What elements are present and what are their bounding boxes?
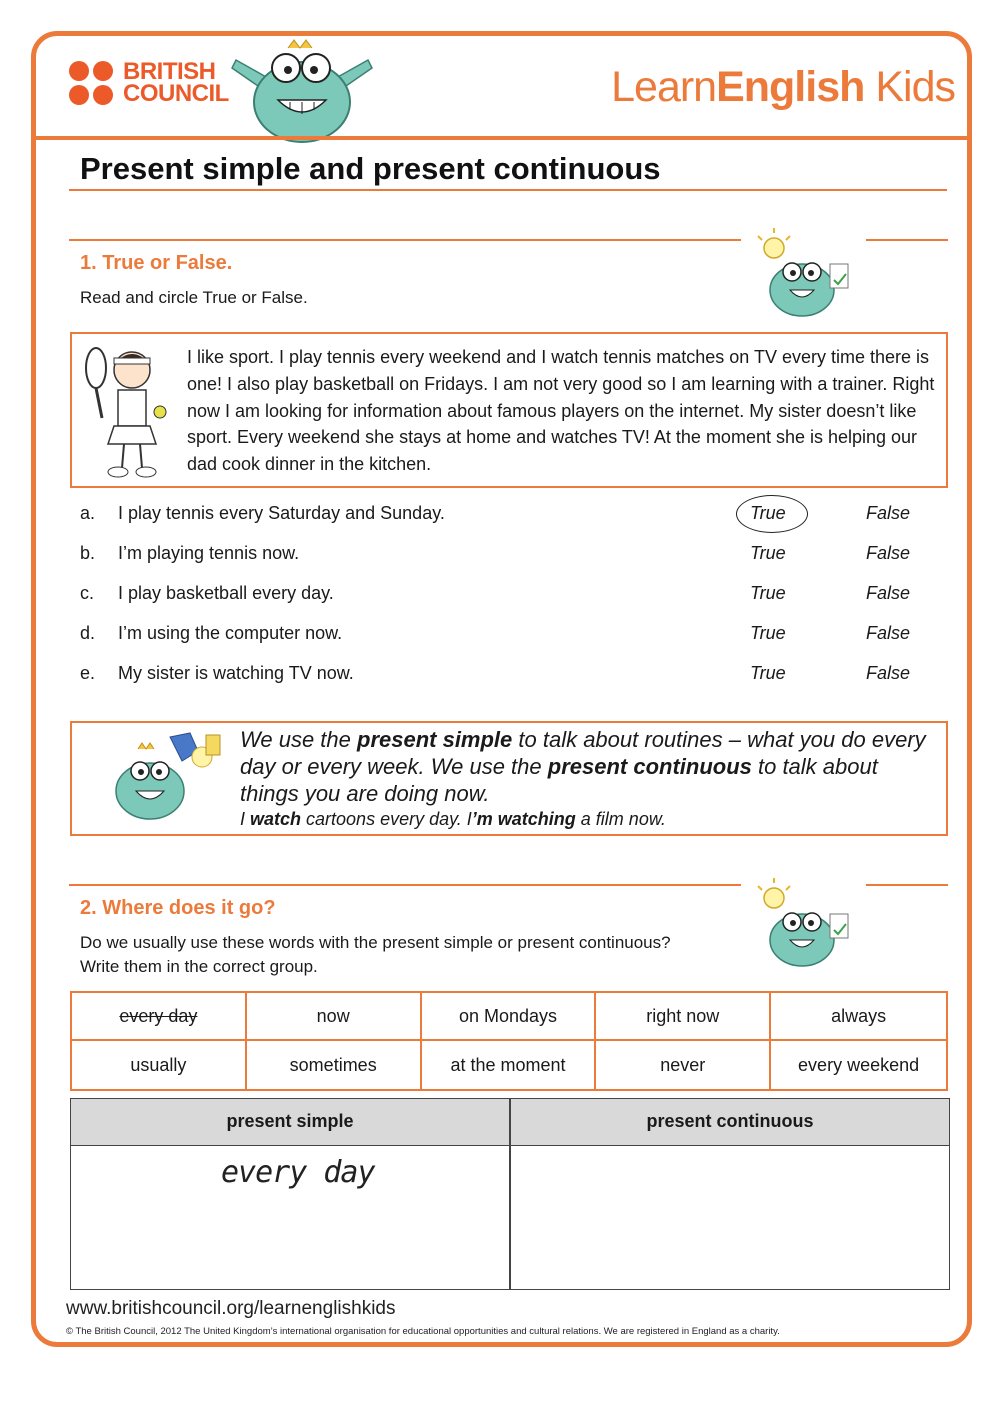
tf-letter: b. bbox=[80, 543, 96, 563]
true-option[interactable]: True bbox=[750, 623, 786, 643]
learnenglish-kids-logo bbox=[611, 63, 955, 112]
answer-table bbox=[70, 1098, 950, 1290]
false-option[interactable]: False bbox=[866, 623, 911, 643]
tf-statement: I’m using the computer now. bbox=[118, 623, 343, 643]
idea-monster-icon bbox=[746, 874, 858, 970]
tf-item bbox=[80, 619, 920, 649]
logo-english: English bbox=[716, 63, 865, 111]
false-option[interactable]: False bbox=[866, 663, 911, 683]
british-council-line1: BRITISH bbox=[123, 58, 216, 85]
section1-heading: 1. True or False. bbox=[80, 252, 233, 274]
example-part: I bbox=[240, 809, 251, 829]
word-cell[interactable]: now bbox=[247, 993, 422, 1041]
present-simple-answer-area[interactable] bbox=[71, 1147, 509, 1289]
false-option[interactable]: False bbox=[866, 503, 911, 523]
tf-statement: I’m playing tennis now. bbox=[118, 543, 300, 563]
worksheet-frame bbox=[31, 31, 972, 1347]
section2-instruction-line1: Do we usually use these words with the present simple or present continuous? bbox=[80, 933, 671, 952]
british-council-dots-icon bbox=[69, 61, 113, 105]
header-present-continuous: present continuous bbox=[646, 1111, 814, 1131]
website-link[interactable]: www.britishcouncil.org/learnenglishkids bbox=[66, 1298, 396, 1319]
example-part: a film now. bbox=[575, 809, 666, 829]
word-cell[interactable]: sometimes bbox=[247, 1041, 422, 1089]
teacher-monster-icon bbox=[106, 731, 226, 823]
page-title: Present simple and present continuous bbox=[80, 151, 661, 186]
rule-text-part: to talk about things you are doing now. bbox=[240, 754, 878, 806]
word-cell[interactable]: usually bbox=[72, 1041, 247, 1089]
word-cell[interactable]: at the moment bbox=[422, 1041, 597, 1089]
word-cell[interactable]: on Mondays bbox=[422, 993, 597, 1041]
tf-statement: I play basketball every day. bbox=[118, 583, 334, 603]
reading-text-box bbox=[70, 332, 948, 488]
section2-rule bbox=[69, 884, 741, 886]
grammar-rule-text bbox=[240, 726, 940, 807]
true-option[interactable]: True bbox=[750, 583, 786, 603]
word-cell[interactable]: always bbox=[771, 993, 946, 1041]
false-option[interactable]: False bbox=[866, 543, 911, 563]
tf-statement: I play tennis every Saturday and Sunday. bbox=[118, 503, 445, 523]
true-option[interactable]: True bbox=[750, 663, 786, 683]
section2-instruction-line2: Write them in the correct group. bbox=[80, 957, 318, 976]
tf-letter: d. bbox=[80, 623, 96, 643]
tf-item bbox=[80, 659, 920, 689]
header-present-simple: present simple bbox=[226, 1111, 354, 1131]
word-bank bbox=[70, 991, 948, 1091]
monster-mascot-icon bbox=[228, 38, 376, 146]
logo-kids: Kids bbox=[875, 63, 955, 111]
rule-bold-present-continuous: present continuous bbox=[547, 754, 752, 779]
section2-rule-right bbox=[866, 884, 948, 886]
word-crossed-out: every day bbox=[119, 1005, 198, 1026]
tf-letter: e. bbox=[80, 663, 96, 683]
true-option[interactable]: True bbox=[750, 543, 786, 563]
tf-statement: My sister is watching TV now. bbox=[118, 663, 354, 683]
handwritten-answer: every day bbox=[221, 1155, 375, 1190]
tennis-girl-illustration-icon bbox=[78, 340, 174, 482]
section1-rule-right bbox=[866, 239, 948, 241]
word-cell[interactable]: right now bbox=[596, 993, 771, 1041]
word-cell[interactable] bbox=[72, 993, 247, 1041]
title-underline bbox=[69, 189, 947, 191]
false-option[interactable]: False bbox=[866, 583, 911, 603]
example-bold: ’m watching bbox=[471, 809, 576, 829]
tf-letter: a. bbox=[80, 503, 96, 523]
copyright-notice: © The British Council, 2012 The United Kingdom’s international organisation for educational opportunities and cultural relations. We are registered in England as a charity. bbox=[66, 1326, 780, 1337]
british-council-logo bbox=[69, 58, 229, 107]
british-council-line2: COUNCIL bbox=[123, 80, 229, 107]
example-bold: watch bbox=[250, 809, 302, 829]
word-cell[interactable]: every weekend bbox=[798, 1054, 920, 1075]
tf-letter: c. bbox=[80, 583, 95, 603]
rule-text-part: to talk about routines – what you do every day or every week. We use the bbox=[240, 727, 926, 779]
logo-learn: Learn bbox=[611, 63, 717, 111]
rule-text-part: We use the bbox=[240, 727, 357, 752]
tf-item bbox=[80, 539, 920, 569]
section2-heading: 2. Where does it go? bbox=[80, 897, 276, 919]
idea-monster-icon bbox=[746, 224, 858, 320]
rule-bold-present-simple: present simple bbox=[357, 727, 513, 752]
header bbox=[36, 36, 967, 138]
grammar-example bbox=[240, 809, 666, 830]
section1-rule bbox=[69, 239, 741, 241]
header-divider bbox=[36, 136, 967, 140]
tf-item bbox=[80, 499, 920, 529]
section1-instruction: Read and circle True or False. bbox=[80, 288, 308, 307]
example-part: cartoons every day. I bbox=[301, 809, 472, 829]
true-option[interactable]: True bbox=[750, 503, 786, 523]
reading-paragraph: I like sport. I play tennis every weekend and I watch tennis matches on TV every time there is one! I also play basketball on Fridays. I am not very good so I am learning with a trainer. Right now I am looking for information about famous players on the internet. My sister doesn’t like sport. Every weekend she stays at home and watches TV! At the moment she is helping our dad cook dinner in the kitchen. bbox=[187, 347, 935, 475]
present-continuous-answer-area[interactable] bbox=[511, 1147, 949, 1289]
grammar-rule-box bbox=[70, 721, 948, 836]
tf-item bbox=[80, 579, 920, 609]
word-cell[interactable]: never bbox=[596, 1041, 771, 1089]
